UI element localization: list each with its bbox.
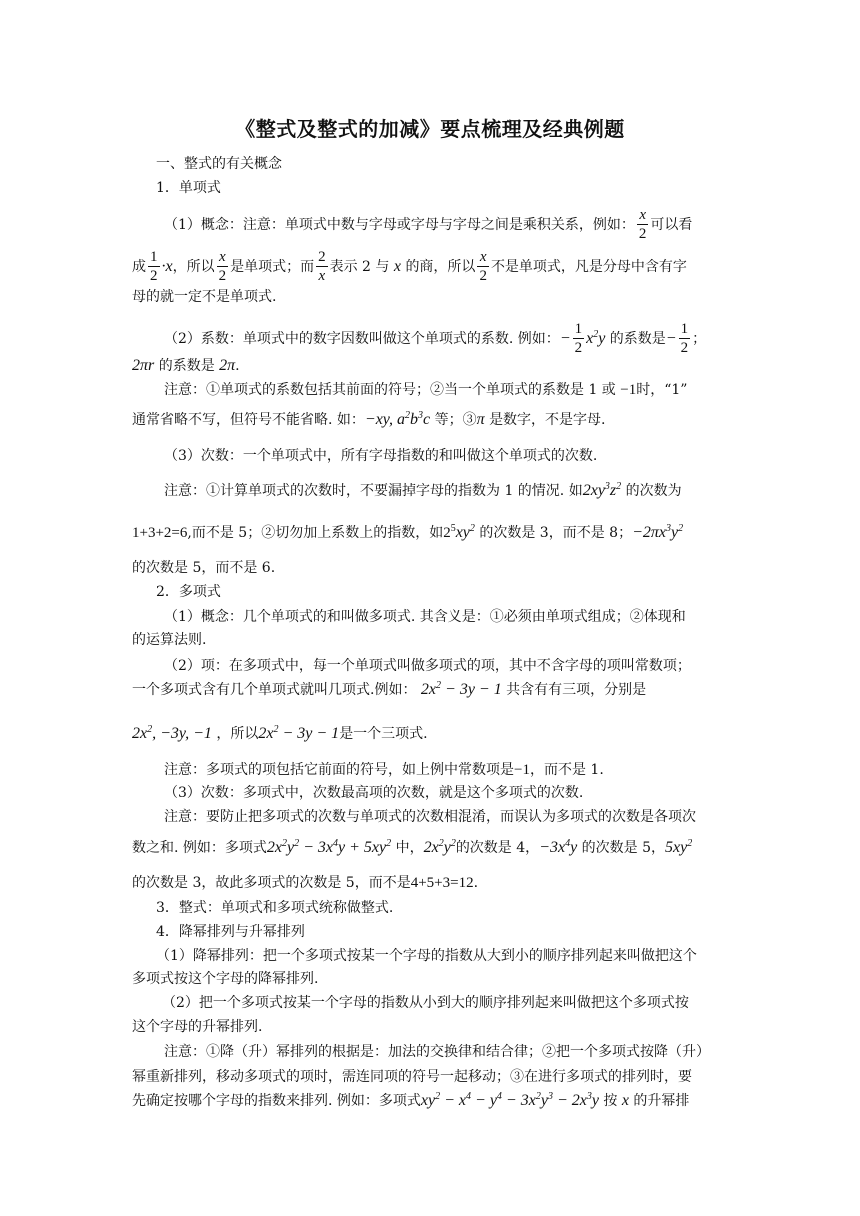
paragraph-line: （1）降幂排列：把一个多项式按某一个字母的指数从大到小的顺序排列起来叫做把这个 [156,948,697,964]
paragraph-line: 注意：①降（升）幂排列的根据是：加法的交换律和结合律；②把一个多项式按降（升） [164,1044,710,1060]
section-heading: 一、整式的有关概念 [156,156,282,172]
subsection-heading: 4．降幂排列与升幂排列 [156,924,305,940]
paragraph-line: （1）概念：几个单项式的和叫做多项式. 其含义是：①必须由单项式组成；②体现和 [164,609,686,625]
paragraph-line: 注意：多项式的项包括它前面的符号，如上例中常数项是−1，而不是 1. [164,762,604,778]
paragraph-line: 先确定按哪个字母的指数来排列. 例如：多项式$xy^2 - x^4 - y^4 - 3x^2y^3 - 2x^3y$ 按 x 的升幂排 [132,1091,690,1109]
paragraph-line: 注意：①单项式的系数包括其前面的符号；②当一个单项式的系数是 1 或 −1时，“1” [164,382,688,398]
paragraph-line: 注意：①计算单项式的次数时，不要漏掉字母的指数为 1 的情况. 如$2xy^3z^2$ 的次数为 [164,481,682,499]
fraction: $\frac{x}{2}$ [638,207,647,242]
paragraph-line: （3）次数：一个单项式中，所有字母指数的和叫做这个单项式的次数. [164,448,598,464]
paragraph-line: 成 $\frac{1}{2}$ ·x，所以 $\frac{x}{2}$ 是单项式；而 $\frac{2}{x}$ 表示 2 与 x 的商，所以 $\frac{x}{2}$ 不是单项式，凡是分母中含有字 [132,249,687,284]
document-title: 《整式及整式的加减》要点梳理及经典例题 [235,117,625,141]
paragraph-line: 的次数是 5，而不是 6. [132,560,276,576]
paragraph-line: 一个多项式含有几个单项式就叫几项式.例如： $2x^2 - 3y - 1$ 共含有有三项，分别是 [132,680,647,698]
paragraph-line: 数之和. 例如：多项式$2x^2y^2 - 3x^4y + 5xy^2$ 中，$2x^2y^2$的次数是 4，$-3x^4y$ 的次数是 5，$5xy^2$ [132,838,693,856]
paragraph-line: 的次数是 3，故此多项式的次数是 5，而不是4+5+3=12. [132,875,479,891]
paragraph-line: 注意：要防止把多项式的次数与单项式的次数相混淆，而误认为多项式的次数是各项次 [164,809,696,825]
paragraph-line: 通常省略不写，但符号不能省略. 如：−xy, $a^2b^3c$ 等；③π 是数字，不是字母. [132,410,606,428]
paragraph-line: （1）概念：注意：单项式中数与字母或字母与字母之间是乘积关系，例如： $\frac{x}{2}$ 可以看 [164,207,693,242]
paragraph-line: 幂重新排列，移动多项式的项时，需连同项的符号一起移动；③在进行多项式的排列时，要 [132,1069,692,1085]
paragraph-line: （3）次数：多项式中，次数最高项的次数，就是这个多项式的次数. [164,785,584,801]
paragraph-line: 多项式按这个字母的降幂排列. [132,971,319,987]
paragraph-line: （2）项：在多项式中，每一个单项式叫做多项式的项，其中不含字母的项叫常数项； [164,658,691,674]
paragraph-line: 母的就一定不是单项式. [132,289,277,305]
subsection-heading: 1．单项式 [156,180,221,196]
paragraph-line: 的运算法则. [132,632,207,648]
paragraph-line: 这个字母的升幂排列. [132,1019,263,1035]
paragraph-line: $2x^2$, −3y, −1 ，所以$2x^2 - 3y - 1$是一个三项式. [132,724,428,742]
subsection-heading: 3．整式：单项式和多项式统称做整式. [156,900,394,916]
paragraph-line: （2）把一个多项式按某一个字母的指数从小到大的顺序排列起来叫做把这个多项式按 [162,995,689,1011]
paragraph-line: 2πr 的系数是 2π. [132,357,240,374]
subsection-heading: 2．多项式 [156,584,221,600]
paragraph-line: 1+3+2=6,而不是 5；②切勿加上系数上的指数，如$2^5xy^2$ 的次数是 3，而不是 8；$-2\pi x^3y^2$ [132,523,684,541]
paragraph-line: （2）系数：单项式中的数字因数叫做这个单项式的系数. 例如：− $\frac{1}{2}$ $x^2y$ 的系数是− $\frac{1}{2}$ ； [164,321,707,356]
